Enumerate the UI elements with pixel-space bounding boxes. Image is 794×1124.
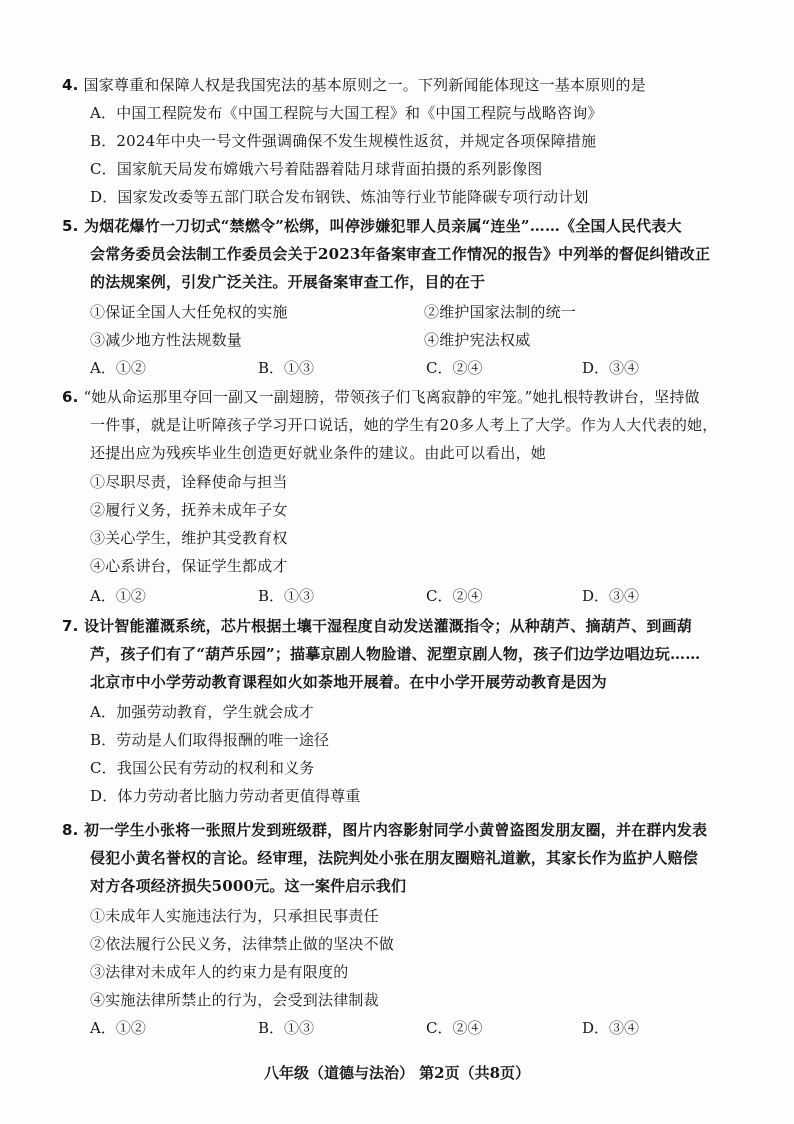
question-6-choice-a[interactable]: A．①② (90, 587, 146, 605)
question-6-item-2: ②履行义务，抚养未成年子女 (90, 501, 288, 519)
question-6-stem-line-1: 6. “她从命运那里夺回一副又一副翅膀，带领孩子们飞离寂静的牢笼。”她扎根特教讲台，坚持做 (62, 388, 700, 406)
question-7-option-d[interactable]: D．体力劳动者比脑力劳动者更值得尊重 (90, 787, 361, 805)
question-8-item-4: ④实施法律所禁止的行为，会受到法律制裁 (90, 991, 379, 1009)
question-5-item-2: ②维护国家法制的统一 (424, 303, 577, 321)
question-5-stem-line-2: 会常务委员会法制工作委员会关于2023年备案审查工作情况的报告》中列举的督促纠错改正 (90, 245, 711, 263)
question-7-option-b[interactable]: B．劳动是人们取得报酬的唯一途径 (90, 731, 330, 749)
question-8-item-2: ②依法履行公民义务，法律禁止做的坚决不做 (90, 935, 395, 953)
question-8-item-1: ①未成年人实施违法行为，只承担民事责任 (90, 907, 379, 925)
question-6-item-1: ①尽职尽责，诠释使命与担当 (90, 473, 288, 491)
question-5-choice-d[interactable]: D．③④ (582, 359, 640, 377)
question-7-option-c[interactable]: C．我国公民有劳动的权利和义务 (90, 759, 315, 777)
question-5-item-3: ③减少地方性法规数量 (90, 331, 243, 349)
question-6-choice-d[interactable]: D．③④ (582, 587, 640, 605)
question-8-stem-line-1: 8. 初一学生小张将一张照片发到班级群，图片内容影射同学小黄曾盗图发朋友圈，并在群内发表 (62, 821, 708, 839)
question-7-stem-line-3: 北京市中小学劳动教育课程如火如荼地开展着。在中小学开展劳动教育是因为 (90, 673, 607, 691)
question-6-choice-c[interactable]: C．②④ (426, 587, 483, 605)
question-8-stem-line-2: 侵犯小黄名誉权的言论。经审理，法院判处小张在朋友圈赔礼道歉，其家长作为监护人赔偿 (90, 849, 699, 867)
question-4-option-a[interactable]: A．中国工程院发布《中国工程院与大国工程》和《中国工程院与战略咨询》 (90, 104, 603, 122)
question-6-choice-b[interactable]: B．①③ (258, 587, 315, 605)
question-6-item-3: ③关心学生，维护其受教育权 (90, 529, 288, 547)
question-8-choice-d[interactable]: D．③④ (582, 1019, 640, 1037)
question-8-choices (90, 1018, 710, 1038)
question-7-stem-line-1: 7. 设计智能灌溉系统，芯片根据土壤干湿程度自动发送灌溉指令；从种葫芦、摘葫芦、到画葫 (62, 617, 692, 635)
question-5-item-1: ①保证全国人大任免权的实施 (90, 303, 288, 321)
question-5-stem-line-1: 5. 为烟花爆竹一刀切式“禁燃令”松绑，叫停涉嫌犯罪人员亲属“连坐”……《全国人民代表大 (62, 217, 682, 235)
question-4-option-b[interactable]: B．2024年中央一号文件强调确保不发生规模性返贫，并规定各项保障措施 (90, 132, 597, 150)
question-7-stem-line-2: 芦，孩子们有了“葫芦乐园”；描摹京剧人物脸谱、泥塑京剧人物，孩子们边学边唱边玩…… (90, 645, 701, 663)
question-5-choices (90, 358, 710, 378)
question-8-item-3: ③法律对未成年人的约束力是有限度的 (90, 963, 349, 981)
question-4-stem: 4. 国家尊重和保障人权是我国宪法的基本原则之一。下列新闻能体现这一基本原则的是 (62, 76, 646, 94)
question-6-stem-line-3: 还提出应为残疾毕业生创造更好就业条件的建议。由此可以看出，她 (90, 444, 547, 462)
question-5-choice-b[interactable]: B．①③ (258, 359, 315, 377)
question-5-stem-line-3: 的法规案例，引发广泛关注。开展备案审查工作，目的在于 (90, 273, 486, 291)
question-8-choice-a[interactable]: A．①② (90, 1019, 146, 1037)
question-6-item-4: ④心系讲台，保证学生都成才 (90, 557, 288, 575)
question-7-option-a[interactable]: A．加强劳动教育，学生就会成才 (90, 703, 314, 721)
question-4-option-c[interactable]: C．国家航天局发布嫦娥六号着陆器着陆月球背面拍摄的系列影像图 (90, 160, 543, 178)
question-6-stem-line-2: 一件事，就是让听障孩子学习开口说话，她的学生有20多人考上了大学。作为人大代表的她， (90, 416, 718, 434)
question-4-option-d[interactable]: D．国家发改委等五部门联合发布钢铁、炼油等行业节能降碳专项行动计划 (90, 188, 589, 206)
question-5-choice-a[interactable]: A．①② (90, 359, 146, 377)
question-8-stem-line-3: 对方各项经济损失5000元。这一案件启示我们 (90, 877, 407, 895)
question-6-choices (90, 586, 710, 606)
question-5-choice-c[interactable]: C．②④ (426, 359, 483, 377)
question-5-item-4: ④维护宪法权威 (424, 331, 531, 349)
question-8-choice-b[interactable]: B．①③ (258, 1019, 315, 1037)
question-8-choice-c[interactable]: C．②④ (426, 1019, 483, 1037)
page-footer: 八年级（道德与法治） 第2页（共8页） (263, 1064, 531, 1082)
